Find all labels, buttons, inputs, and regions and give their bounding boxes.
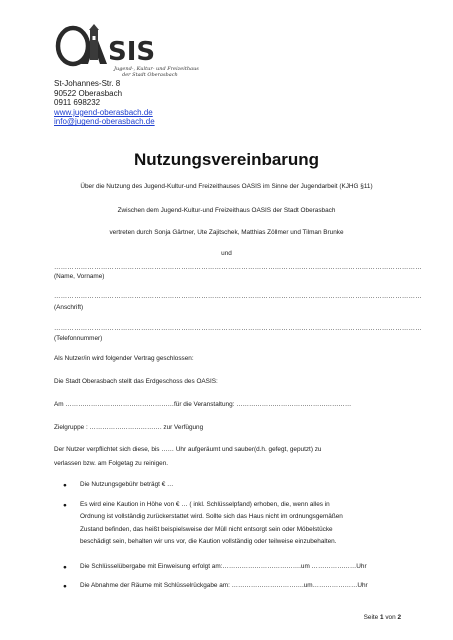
- name-field-line[interactable]: …………………………………………………………………………………………………………………………………………………: [54, 264, 422, 271]
- street: St-Johannes-Str. 8: [54, 79, 121, 88]
- and-text: und: [221, 250, 232, 257]
- address-block: [54, 79, 155, 127]
- document-title: Nutzungsvereinbarung: [133, 150, 320, 169]
- bullet-icon: ●: [63, 583, 67, 590]
- obligation-line-1: Der Nutzer verpflichtet sich diese, bis …… Uhr aufgeräumt und sauber(d.h. gefegt, geputzt) zu: [54, 446, 322, 453]
- address-label: (Anschrift): [54, 304, 84, 311]
- city: 90522 Oberasbach: [54, 88, 123, 98]
- svg-text:SIS: SIS: [108, 37, 156, 67]
- phone-field-line[interactable]: …………………………………………………………………………………………………………………………………………………: [54, 325, 422, 332]
- svg-text:Jugend-, Kultur- und Freizeith: Jugend-, Kultur- und Freizeithaus: [114, 66, 199, 72]
- phone-label: (Telefonnummer): [54, 335, 103, 342]
- contract-intro: Als Nutzer/in wird folgender Vertrag geschlossen:: [54, 355, 194, 362]
- deposit-item: Es wird eine Kaution in Höhe von € … ( inkl. Schlüsselpfand) erhoben, die, wenn alles in Ordnung ist vollständig zurückerstattet wird. Sollte sich das Haus nicht im ordnungsgemäßen Zustand befinden, das heißt beispielsweise der Müll nicht entsorgt sein oder Möbelstücke beschädigt sein, behalten wir uns vor, die Kaution vollständig oder teilweise einzubehalten.: [80, 501, 343, 546]
- fee-item: Die Nutzungsgebühr beträgt € …: [80, 481, 174, 488]
- target-group-line[interactable]: Zielgruppe : ……………………………. zur Verfügung: [54, 424, 204, 431]
- svg-text:der Stadt Oberasbach: der Stadt Oberasbach: [122, 72, 178, 78]
- name-label: (Name, Vorname): [54, 273, 105, 280]
- provides-text: Die Stadt Oberasbach stellt das Erdgeschoss des OASIS:: [54, 378, 218, 385]
- bullet-icon: ●: [63, 564, 67, 571]
- website-link[interactable]: www.jugend-oberasbach.de: [54, 107, 153, 117]
- page-number: Seite 1 von 2: [363, 614, 401, 621]
- obligation-line-2: verlassen bzw. am Folgetag zu reinigen.: [54, 460, 169, 467]
- bullet-icon: ●: [63, 502, 67, 509]
- between-text: Zwischen dem Jugend-Kultur-und Freizeithaus OASIS der Stadt Oberasbach: [117, 207, 336, 214]
- date-event-line[interactable]: Am ……………………………………………für die Veranstaltung: ………………………………………………: [54, 401, 352, 408]
- oasis-logo: [54, 22, 199, 80]
- bullet-icon: ●: [63, 482, 67, 489]
- represented-text: vertreten durch Sonja Gärtner, Ute Zajitschek, Matthias Zöllmer und Tilman Brunke: [109, 229, 344, 236]
- phone: 0911 698232: [54, 98, 101, 108]
- key-handover-item: Die Schlüsselübergabe mit Einweisung erfolgt am:……………………………….um …………………Uhr: [80, 563, 367, 570]
- email-link[interactable]: info@jugend-oberasbach.de: [54, 117, 155, 127]
- key-return-item: Die Abnahme der Räume mit Schlüsselrückgabe am: …………………………….um…………………Uhr: [80, 582, 368, 589]
- intro-text: Über die Nutzung des Jugend-Kultur-und Freizeithauses OASIS im Sinne der Jugendarbeit (KJHG §11): [80, 183, 373, 190]
- address-field-line[interactable]: …………………………………………………………………………………………………………………………………………………: [54, 293, 422, 300]
